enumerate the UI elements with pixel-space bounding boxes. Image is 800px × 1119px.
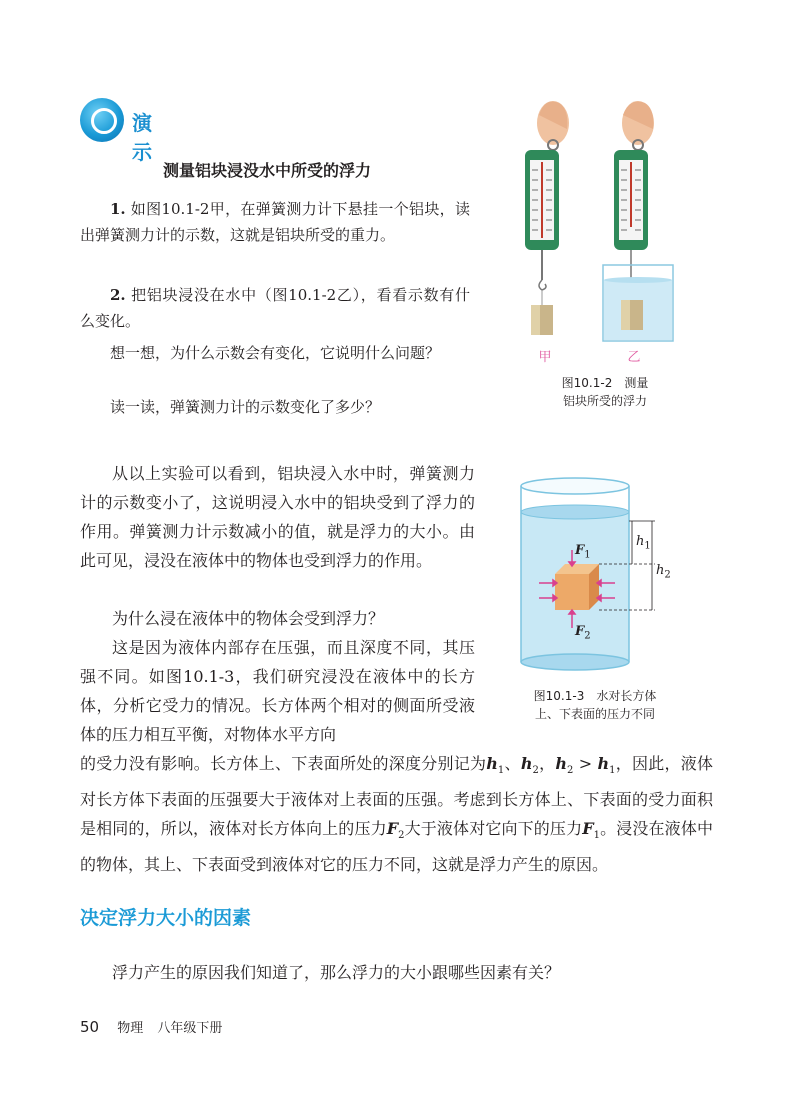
figure-caption-10-1-3: 图10.1-3 水对长方体 上、下表面的压力不同 xyxy=(533,689,657,721)
figure-label-b: 乙 xyxy=(627,350,641,365)
body-paragraph-1: 从以上实验可以看到，铝块浸入水中时，弹簧测力计的示数变小了，这说明浸入水中的铝块受到了浮力的作用。弹簧测力计示数减小的值，就是浮力的大小。由此可见，浸没在液体中的物体也受到浮力的作用。 xyxy=(80,464,475,570)
demo-label: 演 示 xyxy=(132,111,158,164)
force-f1-label: $F_1$ xyxy=(575,543,591,561)
experiment-think: 想一想，为什么示数会有变化，它说明什么问题？ xyxy=(110,344,441,362)
body-paragraph-3-start: 这是因为液体内部存在压强，而且深度不同，其压强不同。如图10.1-3，我们研究浸没在液体中的长方体，分析它受力的情况。长方体两个相对的侧面所受液体的压力相互平衡，对物体水平方向 xyxy=(80,638,475,744)
experiment-read: 读一读，弹簧测力计的示数变化了多少？ xyxy=(110,398,381,416)
figure-label-a: 甲 xyxy=(538,350,552,365)
spring-scale-figure xyxy=(515,95,715,375)
figure-caption-10-1-2: 图10.1-2 测量 铝块所受的浮力 xyxy=(561,376,649,408)
body-paragraph-2: 为什么浸在液体中的物体会受到浮力？ xyxy=(112,609,385,628)
experiment-step-1: 1. 如图10.1-2甲，在弹簧测力计下悬挂一个铝块，读出弹簧测力计的示数，这就是铝块所受的重力。 xyxy=(80,200,470,244)
magnifier-icon xyxy=(80,98,124,142)
depth-h1-label: $h_1$ xyxy=(636,534,651,552)
section-heading: 决定浮力大小的因素 xyxy=(80,907,252,929)
body-paragraph-3-continued: 的受力没有影响。长方体上、下表面所处的深度分别记为$h_1$、$h_2$，$h_2 > h_1$，因此，液体对长方体下表面的压强要大于液体对上表面的压强。考虑到长方体上、下表面的受力面积是相同的，所以，液体对长方体向上的压力$F_2$大于液体对它向下的压力$F_1$。浸没在液体中的物体，其上、下表面受到液体对它的压力不同，这就是浮力产生的原因。 xyxy=(80,754,713,875)
demo-badge xyxy=(80,98,190,164)
page-footer xyxy=(80,1017,222,1036)
section-intro: 浮力产生的原因我们知道了，那么浮力的大小跟哪些因素有关？ xyxy=(112,963,561,982)
grade-label: 八年级下册 xyxy=(157,1021,223,1036)
experiment-step-2: 2. 把铝块浸没在水中（图10.1-2乙），看看示数有什么变化。 xyxy=(80,286,470,330)
page-number: 50 xyxy=(80,1018,100,1036)
experiment-title: 测量铝块浸没水中所受的浮力 xyxy=(163,161,372,180)
book-title: 物理 xyxy=(117,1021,144,1036)
depth-h2-label: $h_2$ xyxy=(656,563,671,581)
cuboid-pressure-figure xyxy=(505,470,705,680)
spring-scale-a xyxy=(525,101,569,335)
force-f2-label: $F_2$ xyxy=(575,624,591,642)
spring-scale-b xyxy=(603,101,673,341)
